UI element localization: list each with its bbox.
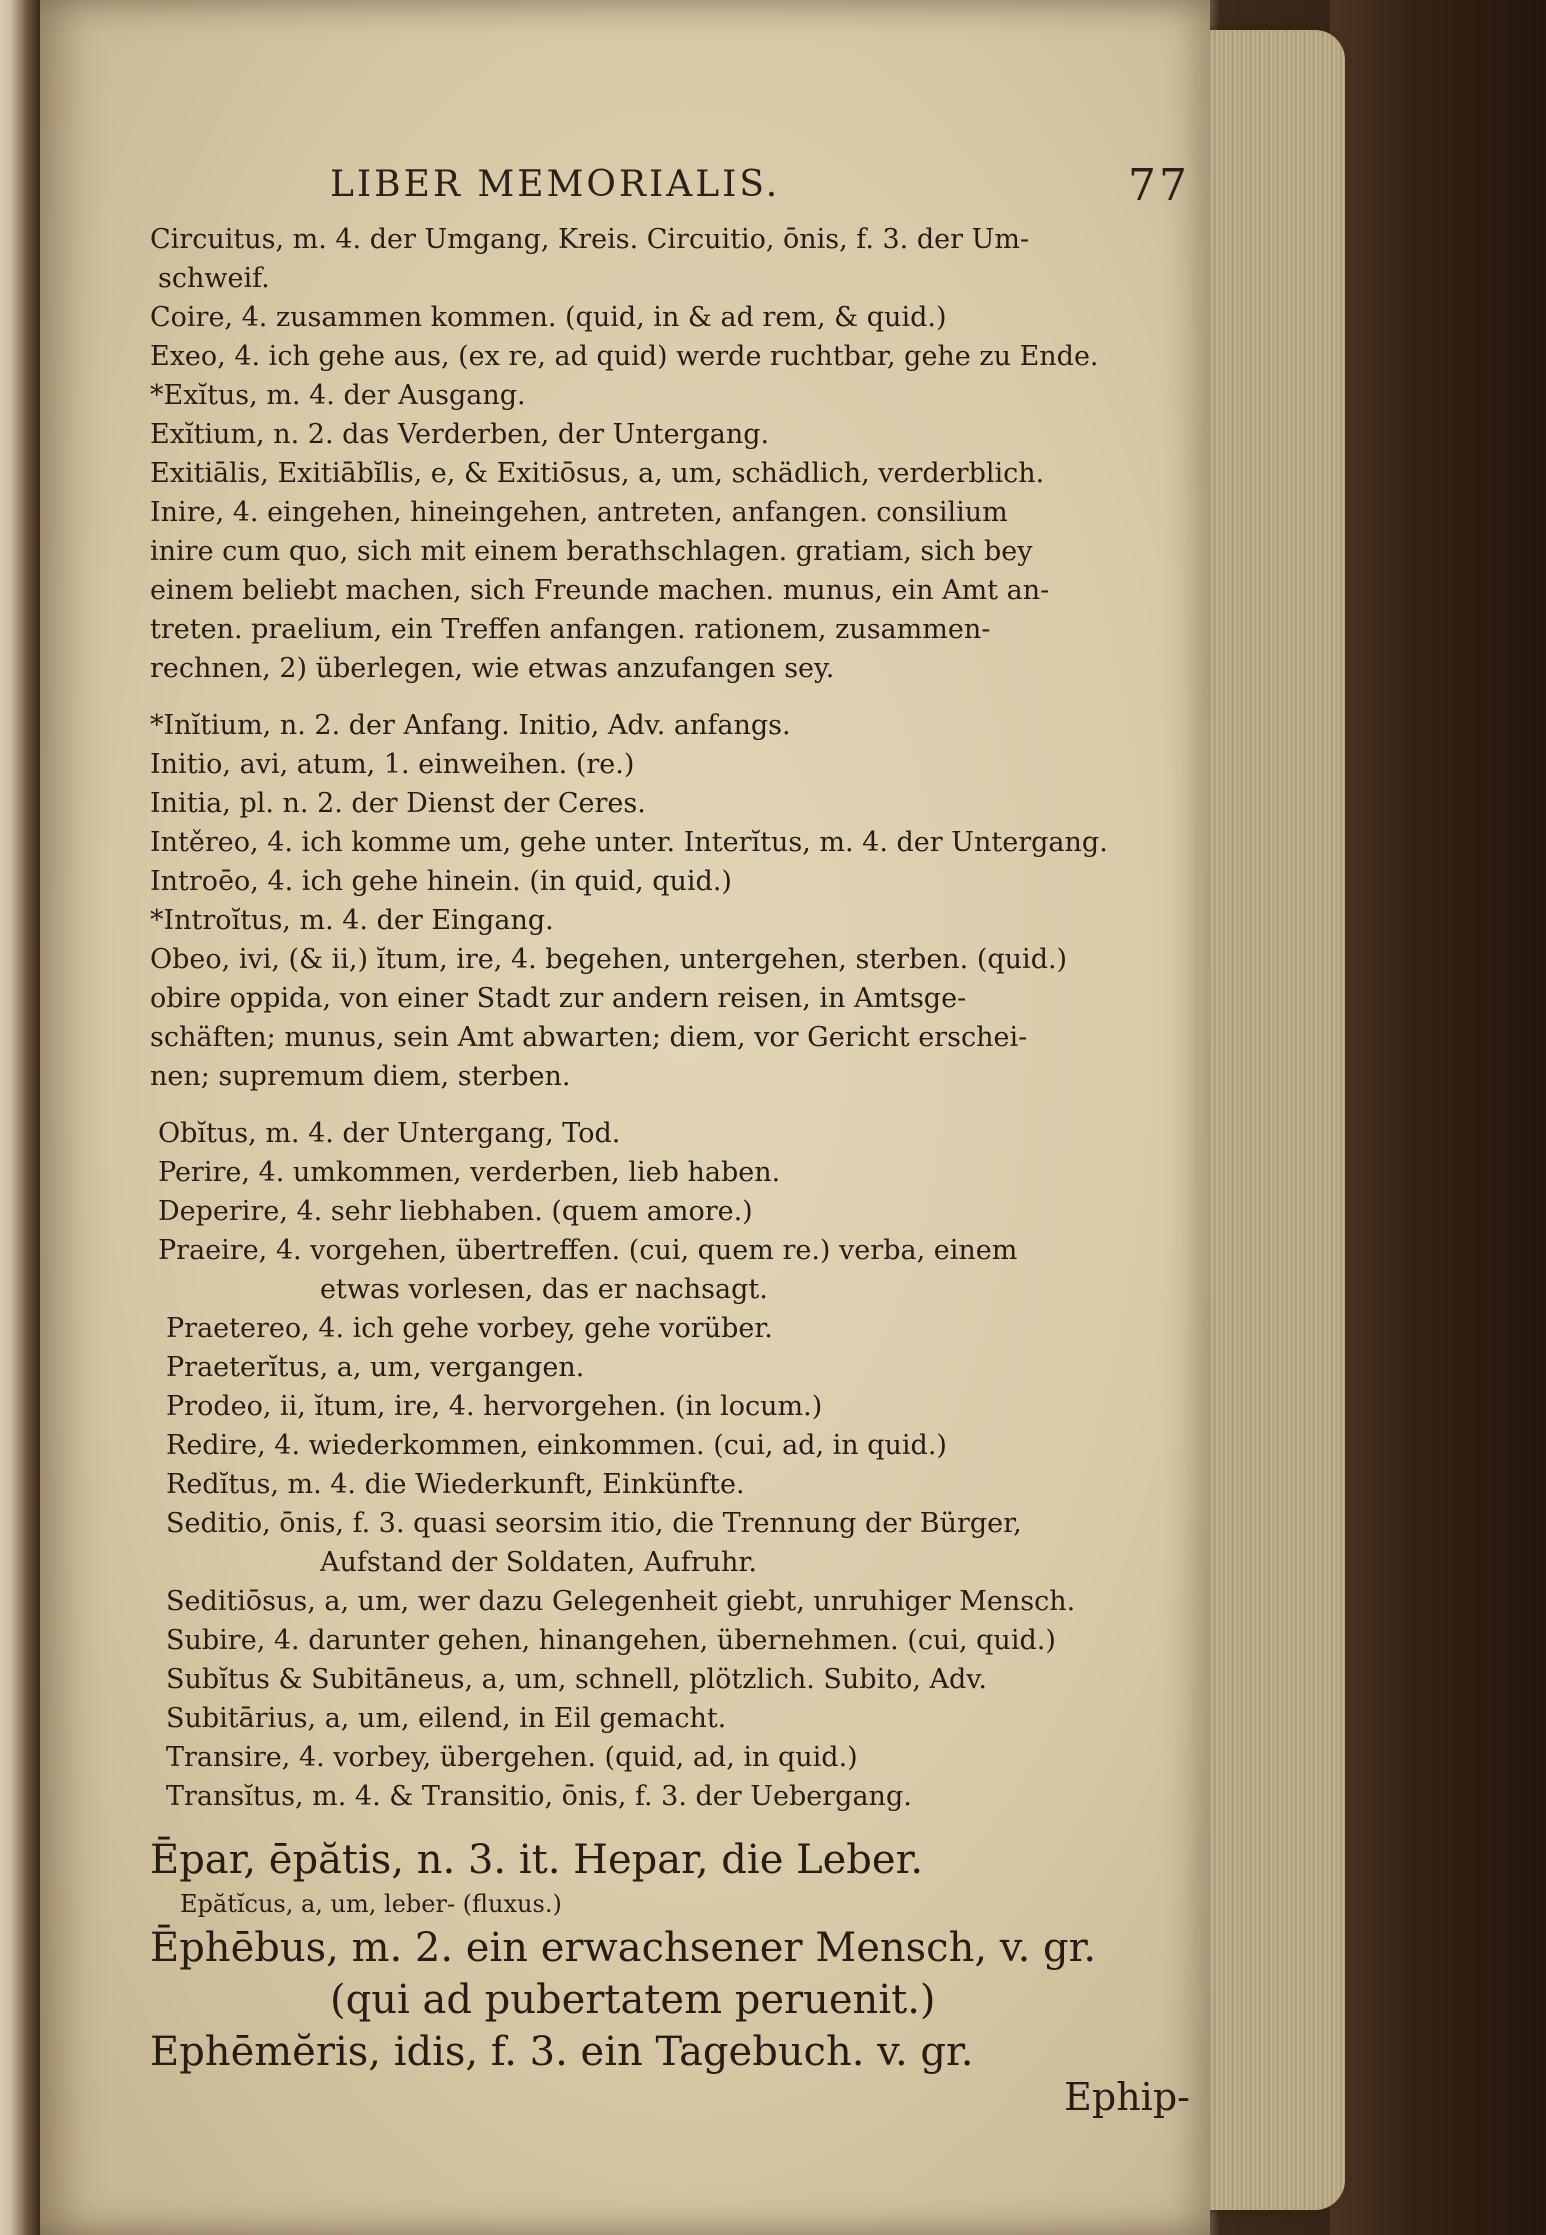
page-number: 77 (1128, 160, 1190, 211)
entry-line: (qui ad pubertatem peruenit.) (330, 1977, 936, 2023)
entry-line: Initia, pl. n. 2. der Dienst der Ceres. (150, 788, 646, 819)
entry-line: Praeterĭtus, a, um, vergangen. (166, 1352, 585, 1383)
entry-line: Perire, 4. umkommen, verderben, lieb haben. (158, 1157, 781, 1188)
entry-line: Exĭtium, n. 2. das Verderben, der Untergang. (150, 419, 770, 450)
entry-line: Prodeo, ii, ĭtum, ire, 4. hervorgehen. (in locum.) (166, 1391, 823, 1422)
entry-line: schäften; munus, sein Amt abwarten; diem, vor Gericht erschei- (150, 1022, 1028, 1053)
entry-line: inire cum quo, sich mit einem berathschlagen. gratiam, sich bey (150, 536, 1033, 567)
entry-line: Obeo, ivi, (& ii,) ĭtum, ire, 4. begehen, untergehen, sterben. (quid.) (150, 944, 1068, 975)
headword-line: Ephēmĕris, idis, f. 3. ein Tagebuch. v. gr. (150, 2029, 974, 2075)
entry-line: Redĭtus, m. 4. die Wiederkunft, Einkünfte. (166, 1469, 745, 1500)
entry-line: *Inĭtium, n. 2. der Anfang. Initio, Adv. anfangs. (150, 710, 791, 741)
page-block-fore-edge (1195, 30, 1345, 2210)
entry-line: Subitārius, a, um, eilend, in Eil gemacht. (166, 1703, 727, 1734)
entry-line: nen; supremum diem, sterben. (150, 1061, 571, 1092)
entry-line: Aufstand der Soldaten, Aufruhr. (320, 1547, 757, 1578)
book-cover-edge (1330, 0, 1546, 2235)
catchword: Ephip- (1064, 2075, 1190, 2119)
entry-line: Coire, 4. zusammen kommen. (quid, in & ad rem, & quid.) (150, 302, 947, 333)
entry-line: Deperire, 4. sehr liebhaben. (quem amore.) (158, 1196, 753, 1227)
entry-line: *Introĭtus, m. 4. der Eingang. (150, 905, 554, 936)
entry-line: Exitiālis, Exitiābĭlis, e, & Exitiōsus, a, um, schädlich, verderblich. (150, 458, 1045, 489)
entry-line: Subire, 4. darunter gehen, hinangehen, übernehmen. (cui, quid.) (166, 1625, 1056, 1656)
entry-line: einem beliebt machen, sich Freunde machen. munus, ein Amt an- (150, 575, 1050, 606)
entry-line: obire oppida, von einer Stadt zur andern reisen, in Amtsge- (150, 983, 967, 1014)
page-content (150, 150, 1190, 2117)
entry-line: Seditio, ōnis, f. 3. quasi seorsim itio, die Trennung der Bürger, (166, 1508, 1022, 1539)
entry-line: Inire, 4. eingehen, hineingehen, antreten, anfangen. consilium (150, 497, 1008, 528)
facing-page-edge (0, 0, 40, 2235)
entry-line: Intěreo, 4. ich komme um, gehe unter. Interĭtus, m. 4. der Untergang. (150, 827, 1108, 858)
entry-line: Transĭtus, m. 4. & Transitio, ōnis, f. 3. der Uebergang. (166, 1781, 912, 1812)
headword-line: Ēpar, ēpătis, n. 3. it. Hepar, die Leber. (150, 1837, 924, 1883)
dictionary-entries (150, 220, 1190, 2117)
entry-line: Exeo, 4. ich gehe aus, (ex re, ad quid) werde ruchtbar, gehe zu Ende. (150, 341, 1099, 372)
entry-line: Praeire, 4. vorgehen, übertreffen. (cui, quem re.) verba, einem (158, 1235, 1018, 1266)
running-title: LIBER MEMORIALIS. (330, 164, 781, 205)
entry-line: Initio, avi, atum, 1. einweihen. (re.) (150, 749, 635, 780)
entry-line: Obĭtus, m. 4. der Untergang, Tod. (158, 1118, 621, 1149)
entry-line: Introēo, 4. ich gehe hinein. (in quid, quid.) (150, 866, 732, 897)
headword-line: Ēphēbus, m. 2. ein erwachsener Mensch, v. gr. (150, 1925, 1097, 1971)
entry-line: Circuitus, m. 4. der Umgang, Kreis. Circuitio, ōnis, f. 3. der Um- (150, 224, 1030, 255)
entry-line: *Exĭtus, m. 4. der Ausgang. (150, 380, 526, 411)
entry-line: rechnen, 2) überlegen, wie etwas anzufangen sey. (150, 653, 835, 684)
entry-line: etwas vorlesen, das er nachsagt. (320, 1274, 768, 1305)
entry-line: Transire, 4. vorbey, übergehen. (quid, ad, in quid.) (166, 1742, 858, 1773)
entry-line: schweif. (158, 263, 270, 294)
entry-line: Epătĭcus, a, um, leber- (fluxus.) (180, 1890, 562, 1918)
entry-line: Seditiōsus, a, um, wer dazu Gelegenheit giebt, unruhiger Mensch. (166, 1586, 1076, 1617)
entry-line: Subĭtus & Subitāneus, a, um, schnell, plötzlich. Subito, Adv. (166, 1664, 987, 1695)
entry-line: treten. praelium, ein Treffen anfangen. rationem, zusammen- (150, 614, 991, 645)
entry-line: Praetereo, 4. ich gehe vorbey, gehe vorüber. (166, 1313, 773, 1344)
entry-line: Redire, 4. wiederkommen, einkommen. (cui, ad, in quid.) (166, 1430, 947, 1461)
page-header (150, 150, 1190, 220)
